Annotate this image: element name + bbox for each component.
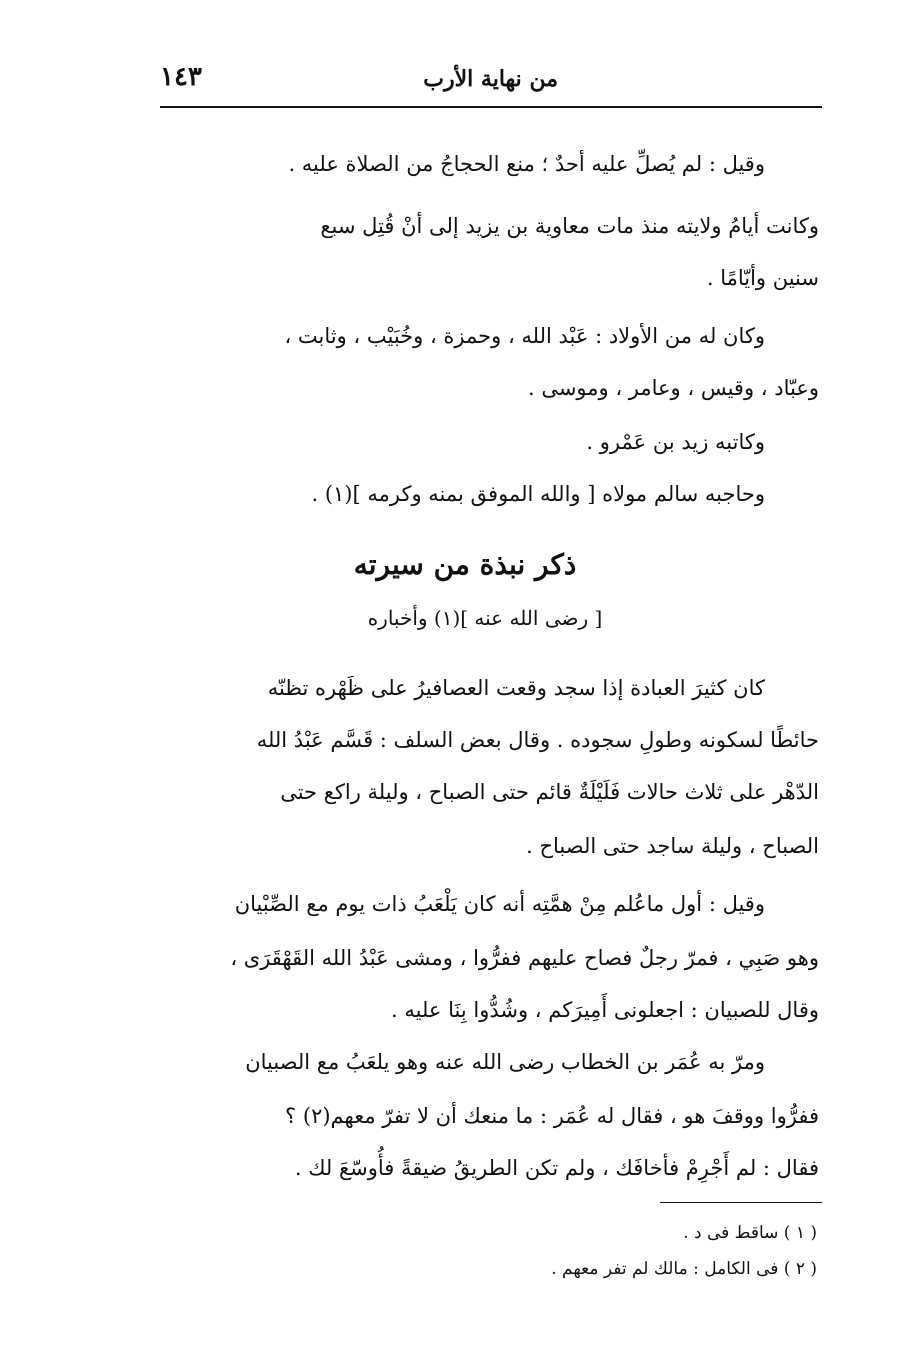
section-line: ومرّ به عُمَر بن الخطاب رضى الله عنه وهو يلعَبُ مع الصبيان bbox=[245, 1050, 765, 1074]
header-rule bbox=[160, 106, 822, 108]
footnote: ( ١ ) ساقط فى د . bbox=[683, 1223, 817, 1243]
section-line: وهو صَبِي ، فمرّ رجلٌ فصاح عليهم ففرُّوا ، ومشى عَبْدُ الله القَهْقَرَى ، bbox=[230, 946, 819, 970]
running-title: من نهاية الأرب bbox=[423, 66, 558, 92]
section-line: الصباح ، وليلة ساجد حتى الصباح . bbox=[526, 834, 819, 858]
section-line: حائطًا لسكونه وطولِ سجوده . وقال بعض السلف : قَسَّم عَبْدُ الله bbox=[256, 728, 819, 752]
section-subheading: [ رضى الله عنه ](١) وأخباره bbox=[367, 606, 603, 630]
page-number: ١٤٣ bbox=[160, 62, 202, 92]
section-line: ففرُّوا ووقفَ هو ، فقال له عُمَر : ما منعك أن لا تفرّ معهم(٢) ؟ bbox=[285, 1104, 819, 1128]
body-line: وقيل : لم يُصلِّ عليه أحدٌ ؛ منع الحجاجُ من الصلاة عليه . bbox=[288, 152, 765, 176]
body-line: سنين وأيّامًا . bbox=[706, 266, 819, 290]
body-line: وحاجبه سالم مولاه [ والله الموفق بمنه وكرمه ](١) . bbox=[311, 482, 765, 506]
body-line: وكانت أيامُ ولايته منذ مات معاوية بن يزيد إلى أنْ قُتِل سبع bbox=[320, 214, 819, 238]
page-header bbox=[160, 62, 820, 102]
body-line: وكاتبه زيد بن عَمْرو . bbox=[586, 430, 765, 454]
footnote: ( ٢ ) فى الكامل : مالك لم تفر معهم . bbox=[551, 1259, 817, 1279]
section-line: وقيل : أول ماعُلم مِنْ همَّتِه أنه كان يَلْعَبُ ذات يوم مع الصِّبْيان bbox=[234, 892, 765, 916]
body-line: وكان له من الأولاد : عَبْد الله ، وحمزة ، وخُبَيْب ، وثابت ، bbox=[284, 324, 765, 348]
section-heading: ذكر نبذة من سيرته bbox=[353, 548, 577, 581]
body-line: وعبّاد ، وقيس ، وعامر ، وموسى . bbox=[527, 376, 819, 400]
section-line: فقال : لم أَجْرِمْ فأخافَك ، ولم تكن الطريقُ ضيقةً فأُوسّعَ لك . bbox=[294, 1156, 819, 1180]
section-line: كان كثيرَ العبادة إذا سجد وقعت العصافيرُ على ظَهْره تظنّه bbox=[267, 676, 765, 700]
footnote-rule bbox=[660, 1202, 822, 1203]
section-line: وقال للصبيان : اجعلونى أَمِيرَكم ، وشُدُّوا بِنَا عليه . bbox=[391, 998, 819, 1022]
section-line: الدّهْر على ثلاث حالات فَلَيْلَةٌ قائم حتى الصباح ، وليلة راكع حتى bbox=[280, 780, 819, 804]
